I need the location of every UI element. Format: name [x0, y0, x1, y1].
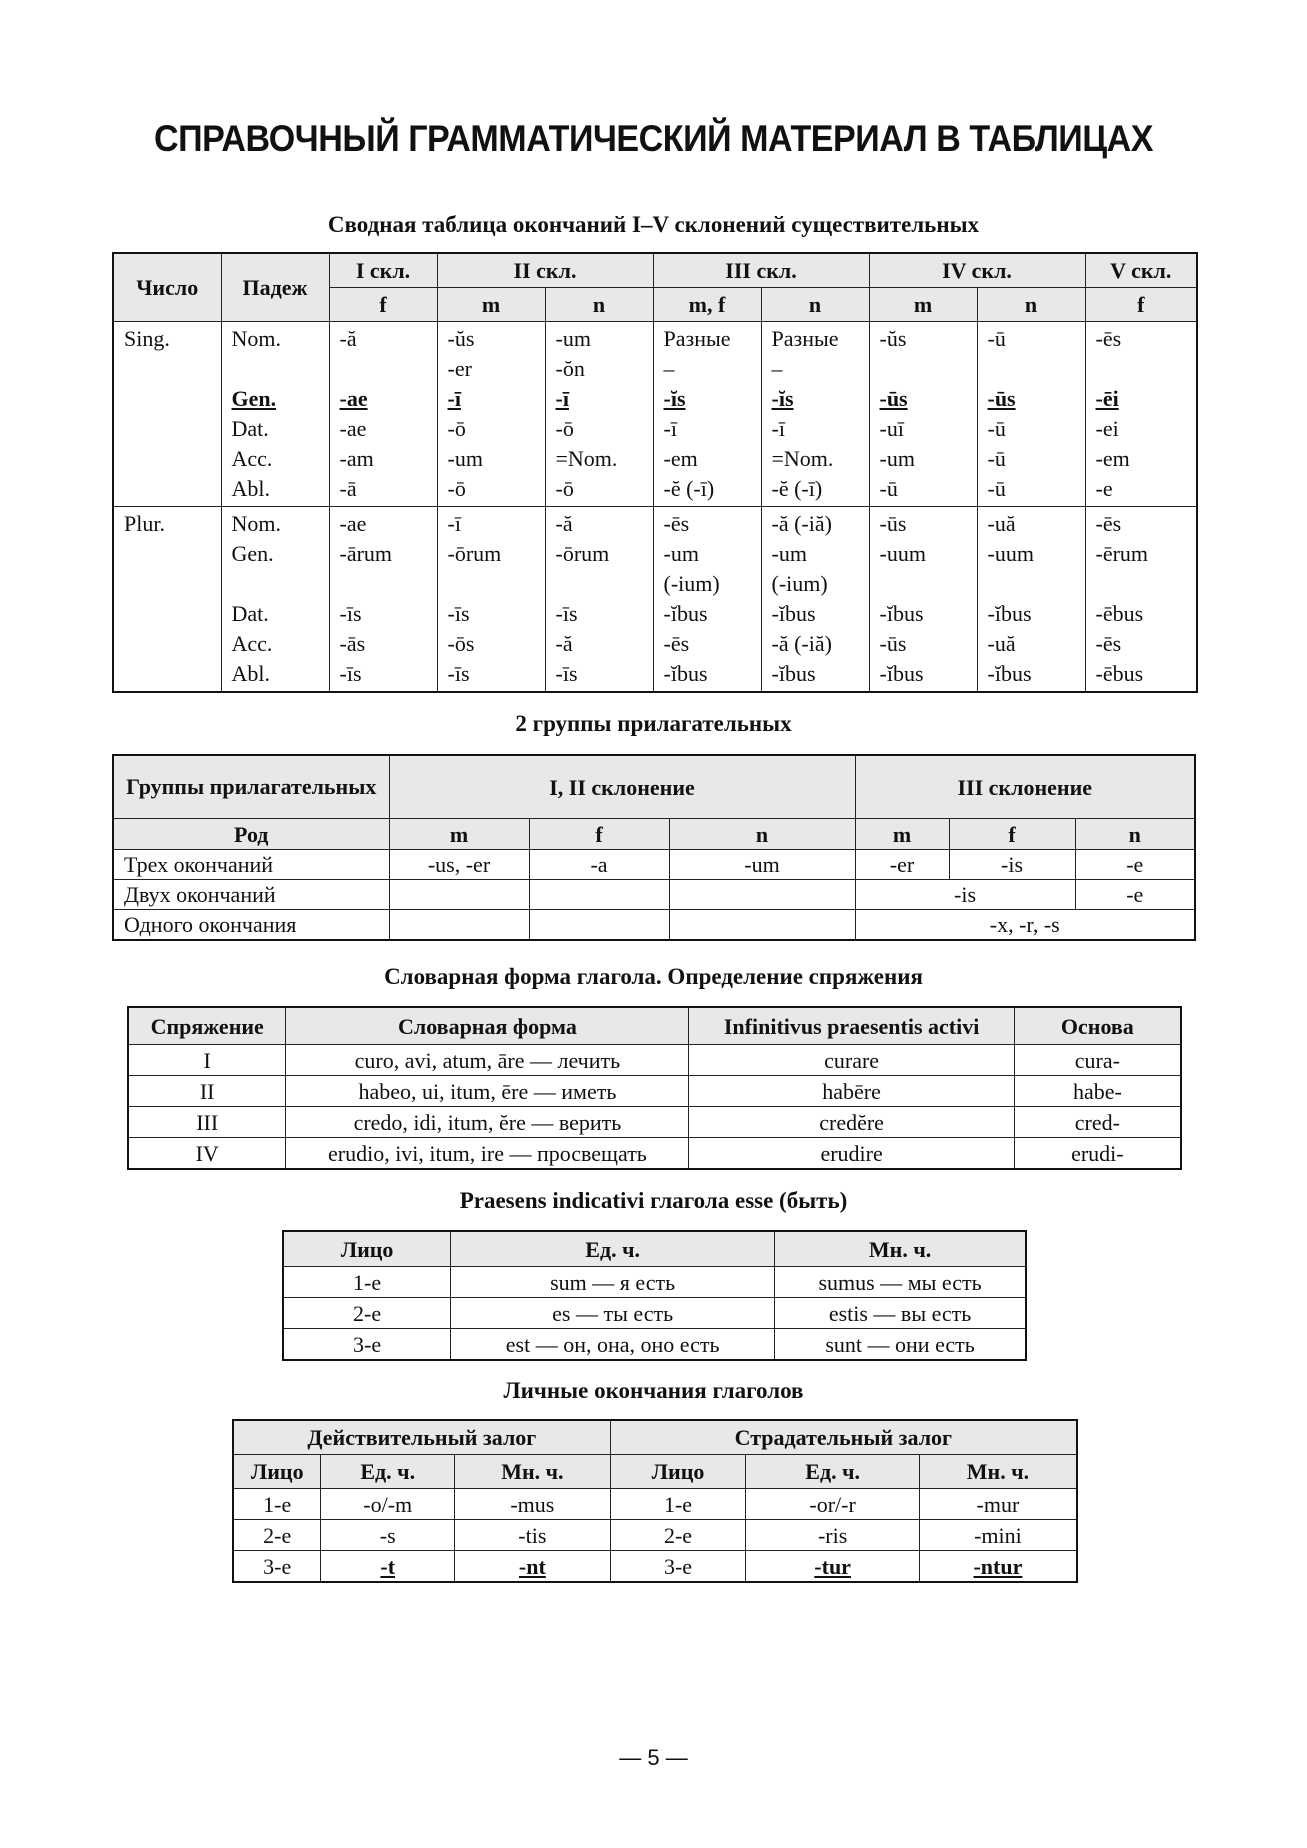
column-header: Ед. ч. — [746, 1455, 919, 1489]
gender-2m: m — [437, 288, 545, 322]
adj-gender: n — [669, 819, 855, 850]
declension-table — [112, 252, 1198, 693]
adj-gender: m — [389, 819, 529, 850]
header-decl-4: IV скл. — [869, 253, 1085, 288]
adj-gender: n — [1075, 819, 1195, 850]
endings-cell: -ēs -um (-ium) -ĭbus -ēs -ĭbus — [653, 507, 761, 693]
endings-cell: -ū -ūs -ū -ū -ū — [977, 322, 1085, 507]
column-header: Ед. ч. — [451, 1231, 775, 1267]
table-row: 2-е -s -tis 2-е -ris -mini — [233, 1520, 1077, 1551]
endings-cell: -ēs -ēi -ei -em -e — [1085, 322, 1197, 507]
case-list: Nom. Gen. Dat. Acc. Abl. — [221, 322, 329, 507]
adjectives-caption: 2 группы прилагательных — [515, 711, 792, 736]
header-case: Падеж — [221, 253, 329, 322]
singular-row — [113, 322, 1197, 507]
table-row: II habeo, ui, itum, ēre — иметь habēre habe- — [128, 1076, 1181, 1107]
endings-cell: Разные – -ĭs -ī -em -ĕ (-ī) — [653, 322, 761, 507]
endings-caption: Личные окончания глаголов — [503, 1378, 804, 1403]
table-row: I curo, avi, atum, āre — лечить curare cura- — [128, 1045, 1181, 1076]
adj-gender: m — [855, 819, 949, 850]
adjectives-table — [112, 754, 1196, 941]
table-row: 1-е sum — я есть sumus — мы есть — [283, 1267, 1026, 1298]
column-header: Ед. ч. — [321, 1455, 455, 1489]
endings-cell: -ūs -uum -ĭbus -ūs -ĭbus — [869, 507, 977, 693]
header-decl-1: I скл. — [329, 253, 437, 288]
table-row: III credo, idi, itum, ĕre — верить credĕre cred- — [128, 1107, 1181, 1138]
active-voice-header: Действительный залог — [233, 1420, 610, 1455]
endings-cell: -ēs -ērum -ēbus -ēs -ēbus — [1085, 507, 1197, 693]
gender-3mf: m, f — [653, 288, 761, 322]
plural-row — [113, 507, 1197, 693]
endings-cell: -ă -ōrum -īs -ă -īs — [545, 507, 653, 693]
gender-1f: f — [329, 288, 437, 322]
column-header: Спряжение — [128, 1007, 286, 1045]
endings-cell: Разные – -ĭs -ī =Nom. -ĕ (-ī) — [761, 322, 869, 507]
esse-caption: Praesens indicativi глагола esse (быть) — [459, 1188, 848, 1213]
column-header: Лицо — [233, 1455, 321, 1489]
table-row: 1-е -o/-m -mus 1-е -or/-r -mur — [233, 1489, 1077, 1520]
gender-5f: f — [1085, 288, 1197, 322]
endings-cell: -uă -uum -ĭbus -uă -ĭbus — [977, 507, 1085, 693]
adj-gender: f — [529, 819, 669, 850]
column-header: Лицо — [283, 1231, 451, 1267]
column-header: Словарная форма — [286, 1007, 689, 1045]
gender-3n: n — [761, 288, 869, 322]
gender-2n: n — [545, 288, 653, 322]
endings-cell: -um -ŏn -ī -ō =Nom. -ō — [545, 322, 653, 507]
endings-cell: -ae -ārum -īs -ās -īs — [329, 507, 437, 693]
adj-gender-header: Род — [113, 819, 389, 850]
passive-voice-header: Страдательный залог — [610, 1420, 1077, 1455]
adj-decl3-header: III склонение — [855, 755, 1195, 819]
header-decl-5: V скл. — [1085, 253, 1197, 288]
column-header: Лицо — [610, 1455, 746, 1489]
number-label: Sing. — [113, 322, 221, 507]
header-decl-3: III скл. — [653, 253, 869, 288]
column-header: Мн. ч. — [919, 1455, 1077, 1489]
endings-cell: -ī -ōrum -īs -ōs -īs — [437, 507, 545, 693]
number-label: Plur. — [113, 507, 221, 693]
column-header: Мн. ч. — [775, 1231, 1026, 1267]
adj-groups-header: Группы прилагательных — [113, 755, 389, 819]
endings-cell: -ă -ae -ae -am -ā — [329, 322, 437, 507]
verb-forms-caption: Словарная форма глагола. Определение спряжения — [384, 964, 923, 989]
verb-forms-table — [127, 1006, 1182, 1170]
page-number: — 5 — — [619, 1745, 688, 1770]
declension-caption: Сводная таблица окончаний I–V склонений существительных — [327, 212, 980, 237]
header-decl-2: II скл. — [437, 253, 653, 288]
table-row: Трех окончаний -us, -er -a -um -er -is -e — [113, 850, 1195, 880]
table-row: Одного окончания -x, -r, -s — [113, 910, 1195, 941]
gender-4m: m — [869, 288, 977, 322]
column-header: Основа — [1014, 1007, 1181, 1045]
gender-4n: n — [977, 288, 1085, 322]
table-row: 2-е es — ты есть estis — вы есть — [283, 1298, 1026, 1329]
adj-decl12-header: I, II склонение — [389, 755, 855, 819]
page-title: СПРАВОЧНЫЙ ГРАММАТИЧЕСКИЙ МАТЕРИАЛ В ТАБЛИЦАХ — [153, 118, 1154, 159]
table-row: 3-е est — он, она, оно есть sunt — они есть — [283, 1329, 1026, 1361]
header-number: Число — [113, 253, 221, 322]
endings-cell: -ŭs -er -ī -ō -um -ō — [437, 322, 545, 507]
column-header: Infinitivus praesentis activi — [689, 1007, 1014, 1045]
table-row: Двух окончаний -is -e — [113, 880, 1195, 910]
endings-cell: -ă (-iă) -um (-ium) -ĭbus -ă (-iă) -ĭbus — [761, 507, 869, 693]
case-list: Nom. Gen. Dat. Acc. Abl. — [221, 507, 329, 693]
adj-gender: f — [949, 819, 1075, 850]
endings-cell: -ŭs -ūs -uī -um -ū — [869, 322, 977, 507]
endings-table — [232, 1419, 1078, 1583]
esse-table — [282, 1230, 1027, 1361]
column-header: Мн. ч. — [455, 1455, 611, 1489]
table-row: IV erudio, ivi, itum, ire — просвещать erudire erudi- — [128, 1138, 1181, 1170]
table-row: 3-е -t -nt 3-е -tur -ntur — [233, 1551, 1077, 1583]
